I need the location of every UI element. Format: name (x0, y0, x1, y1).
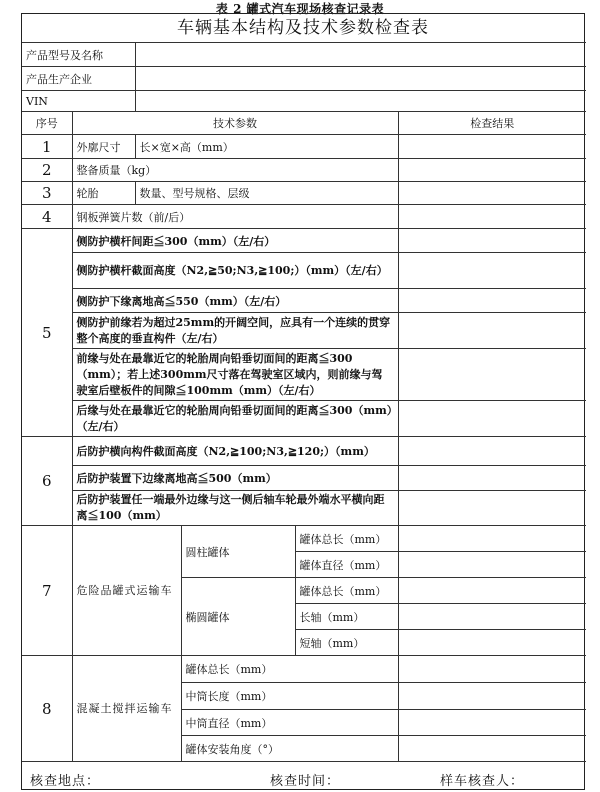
table-row (22, 491, 586, 526)
result-cell[interactable] (398, 229, 586, 253)
result-cell[interactable] (398, 630, 586, 656)
table-row (22, 205, 586, 229)
result-cell[interactable] (398, 578, 586, 604)
result-cell[interactable] (398, 289, 586, 313)
result-cell[interactable] (398, 552, 586, 578)
manufacturer-value[interactable] (135, 67, 586, 91)
table-row (22, 349, 586, 401)
param-label: 轮胎 (72, 182, 135, 205)
result-cell[interactable] (398, 526, 586, 552)
table-row (22, 526, 586, 552)
vin-value[interactable] (135, 91, 586, 112)
vehicle-type-label: 危险品罐式运输车 (72, 526, 181, 656)
result-cell[interactable] (398, 656, 586, 683)
manufacturer-label: 产品生产企业 (22, 67, 135, 91)
result-cell[interactable] (398, 182, 586, 205)
param-label: 整备质量（kg） (72, 159, 398, 182)
param-item: 罐体安装角度（°） (181, 736, 398, 762)
param-value: 长×宽×高（mm） (135, 135, 398, 159)
model-name-label: 产品型号及名称 (22, 43, 135, 67)
result-cell[interactable] (398, 437, 586, 466)
result-cell[interactable] (398, 466, 586, 491)
row-number: 3 (22, 182, 72, 205)
result-cell[interactable] (398, 604, 586, 630)
row-number: 6 (22, 437, 72, 526)
table-row (22, 466, 586, 491)
header-params: 技术参数 (72, 112, 398, 135)
tank-shape-label: 圆柱罐体 (181, 526, 295, 578)
result-cell[interactable] (398, 349, 586, 401)
table-row (22, 656, 586, 683)
result-cell[interactable] (398, 253, 586, 289)
param-item: 罐体总长（mm） (295, 526, 398, 552)
tank-shape-label: 椭圆罐体 (181, 578, 295, 656)
table-row (22, 182, 586, 205)
result-cell[interactable] (398, 135, 586, 159)
param-item: 侧防护前缘若为超过25mm的开阔空间，应具有一个连续的贯穿整个高度的垂直构件（左/右） (72, 313, 398, 349)
result-cell[interactable] (398, 313, 586, 349)
param-label: 钢板弹簧片数（前/后） (72, 205, 398, 229)
header-row (22, 112, 586, 135)
param-item: 中筒直径（mm） (181, 710, 398, 736)
header-result: 检查结果 (398, 112, 586, 135)
param-item: 短轴（mm） (295, 630, 398, 656)
table-row (22, 313, 586, 349)
param-item: 后缘与处在最靠近它的轮胎周向铅垂切面间的距离≦300（mm）（左/右） (72, 401, 398, 437)
table-row (22, 289, 586, 313)
table-row (22, 159, 586, 182)
place-label: 核查地点： (30, 774, 101, 789)
result-cell[interactable] (398, 683, 586, 710)
model-name-value[interactable] (135, 43, 586, 67)
param-item: 后防护装置任一端最外边缘与这一侧后轴车轮最外端水平横向距离≦100（mm） (72, 491, 398, 526)
table-caption: 表 2 罐式汽车现场核查记录表 (215, 2, 385, 16)
result-cell[interactable] (398, 736, 586, 762)
param-item: 罐体总长（mm） (181, 656, 398, 683)
vin-label: VIN (22, 91, 135, 112)
table-row (22, 91, 586, 112)
inspection-form (21, 13, 585, 790)
table-row (22, 437, 586, 466)
result-cell[interactable] (398, 491, 586, 526)
form-title: 车辆基本结构及技术参数检查表 (22, 14, 584, 43)
row-number: 8 (22, 656, 72, 762)
param-item: 罐体直径（mm） (295, 552, 398, 578)
param-item: 侧防护横杆截面高度（N2,≧50;N3,≧100;）（mm）（左/右） (72, 253, 398, 289)
param-item: 后防护横向构件截面高度（N2,≧100;N3,≧120;）（mm） (72, 437, 398, 466)
table-row (22, 401, 586, 437)
param-item: 罐体总长（mm） (295, 578, 398, 604)
result-cell[interactable] (398, 205, 586, 229)
result-cell[interactable] (398, 401, 586, 437)
form-footer (22, 765, 584, 789)
row-number: 7 (22, 526, 72, 656)
row-number: 5 (22, 229, 72, 437)
param-item: 前缘与处在最靠近它的轮胎周向铅垂切面间的距离≦300（mm）；若上述300mm尺寸落在驾驶室区域内，则前缘与驾驶室后壁板件的间隙≦100mm（mm）（左/右） (72, 349, 398, 401)
time-label: 核查时间： (270, 774, 341, 789)
vehicle-type-label: 混凝土搅拌运输车 (72, 656, 181, 762)
param-item: 侧防护横杆间距≦300（mm）（左/右） (72, 229, 398, 253)
header-seq: 序号 (22, 112, 72, 135)
param-value: 数量、型号规格、层级 (135, 182, 398, 205)
table-row (22, 43, 586, 67)
result-cell[interactable] (398, 710, 586, 736)
param-label: 外廓尺寸 (72, 135, 135, 159)
inspection-table (22, 42, 586, 762)
row-number: 4 (22, 205, 72, 229)
table-row (22, 135, 586, 159)
table-row (22, 67, 586, 91)
table-row (22, 229, 586, 253)
param-item: 后防护装置下边缘离地高≦500（mm） (72, 466, 398, 491)
row-number: 2 (22, 159, 72, 182)
param-item: 长轴（mm） (295, 604, 398, 630)
row-number: 1 (22, 135, 72, 159)
param-item: 中筒长度（mm） (181, 683, 398, 710)
result-cell[interactable] (398, 159, 586, 182)
param-item: 侧防护下缘离地高≦550（mm）（左/右） (72, 289, 398, 313)
inspector-label: 样车核查人： (440, 774, 525, 789)
table-row (22, 253, 586, 289)
